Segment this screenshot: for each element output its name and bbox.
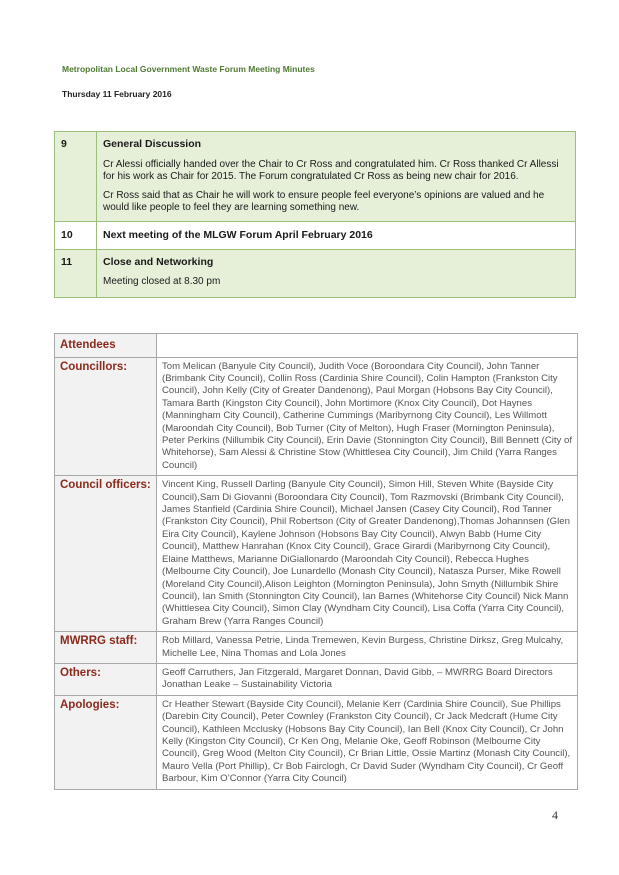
meeting-date: Thursday 11 February 2016 xyxy=(62,89,172,99)
agenda-item-body xyxy=(97,132,576,222)
agenda-item-title: Next meeting of the MLGW Forum April February 2016 xyxy=(103,228,373,241)
agenda-item xyxy=(55,132,576,222)
attendees-heading-empty xyxy=(157,334,578,358)
attendee-row-names xyxy=(157,476,578,632)
agenda-item-title: Close and Networking xyxy=(103,255,214,268)
attendee-row-names xyxy=(157,357,578,476)
attendee-row-label: MWRRG staff: xyxy=(55,632,157,664)
attendee-row-names xyxy=(157,695,578,789)
agenda-item xyxy=(55,221,576,249)
attendee-row-councillors xyxy=(55,357,578,476)
attendee-row-label: Council officers: xyxy=(55,476,157,632)
page-number: 4 xyxy=(552,808,558,822)
attendees-heading: Attendees xyxy=(55,334,157,358)
attendee-row-names xyxy=(157,632,578,664)
attendee-row-label: Others: xyxy=(55,663,157,695)
agenda-item-number: 10 xyxy=(55,221,97,249)
agenda-item-paragraph: Meeting closed at 8.30 pm xyxy=(103,276,221,288)
agenda-table xyxy=(54,131,576,298)
agenda-item-body xyxy=(97,249,576,297)
attendee-row-council-officers xyxy=(55,476,578,632)
agenda-item-number: 9 xyxy=(55,132,97,222)
attendee-line: Cr Heather Stewart (Bayside City Council), Melanie Kerr (Cardinia Shire Council), Sue Phillips (Darebin City Council), Peter Cownley (Frankston City Council), Cr Jack Medcraft (Hume City Council), Kathleen Mcclusky (Hobsons Bay City Council), Ian Bell (Knox City Council), Cr John Kelly (Kingston City Council), Cr Ken Ong, Melanie Oke, Geoff Robinson (Melbourne City Council), Greg Wood (Melton City Council), Cr Brian Little, Ossie Martinz (Monash City Council), Mauro Vella (Port Phillip), Cr Bob Fairclogh, Cr David Suder (Wyndham City Council), Cr Geoff Barbour, Kim O’Connor (Yarra City Council) xyxy=(162,698,571,785)
attendee-line: Vincent King, Russell Darling (Banyule City Council), Simon Hill, Steven White (Bayside City Council),Sam Di Giovanni (Boroondara City Council), Tom Razmovski (Brimbank City Council), James Stanfield (Cardinia Shire Council), Michael Jansen (Casey City Council), Rod Tanner (Frankston City Council), Phil Robertson (City of Greater Dandenong),Thomas Johannsen (Glen Eira City Council), Kaylene Johnson (Hobsons Bay City Council), Alwyn Babb (Hume City Council), Matthew Hanrahan (Knox City Council), Grace Girardi (Maribyrnong City Council), Elaine Matthews, Marianne DiGiallonardo (Maroondah City Council), Rebecca Hughes (Melbourne City Council), Joe Lunardello (Monash City Council), Natasza Purser, Mike Rowell (Moreland City Council),Alison Leighton (Mornington Peninsula), John Smyth (Nillumbik Shire Council), Ian Smith (Stonnington City Council), Ian Barnes (Whitehorse City Council) Nick Mann (Whittlesea City Council), Simon Clay (Wyndham City Council), Lisa Coffa (Yarra City Council), Graham Brew (Yarra Ranges Council) xyxy=(162,479,570,627)
attendees-heading-row xyxy=(55,334,578,358)
document-header-title: Metropolitan Local Government Waste Forum Meeting Minutes xyxy=(62,64,315,74)
attendee-line: Tom Melican (Banyule City Council), Judith Voce (Boroondara City Council), John Tanner (Brimbank City Council), Collin Ross (Cardinia Shire Council), Colin Hampton (Frankston City Council), John Kelly (City of Greater Dandenong), Paul Morgan (Hobsons Bay City Council), Tamara Barth (Kingston City Council), John Mortimore (Knox City Council), Dot Haynes (Manningham City Council), Catherine Cummings (Maribyrnong City Council), Les Willmott (Maroondah City Council), Bob Turner (City of Melton), Hugh Fraser (Mornington Peninsula), Peter Perkins (Nillumbik City Council), Erin Davie (Stonnington City Council), Bill Bennett (City of Whitehorse), Sam Alessi & Christine Stow (Whittlesea City Council), Jim Child (Yarra Ranges Council) xyxy=(162,360,573,471)
attendee-row-label: Councillors: xyxy=(55,357,157,476)
attendee-line: Jonathan Leake – Sustainability Victoria xyxy=(162,679,332,691)
attendees-table xyxy=(54,333,578,790)
attendee-line: Rob Millard, Vanessa Petrie, Linda Tremewen, Kevin Burgess, Christine Dirksz, Greg Mulcahy, Michelle Lee, Nina Thomas and Lola Jones xyxy=(162,635,564,659)
attendee-row-names xyxy=(157,663,578,695)
attendee-line: Geoff Carruthers, Jan Fitzgerald, Margaret Donnan, David Gibb, – MWRRG Board Directors xyxy=(162,666,553,678)
attendee-row-others xyxy=(55,663,578,695)
agenda-item-title: General Discussion xyxy=(103,138,202,150)
agenda-item-number: 11 xyxy=(55,249,97,297)
attendee-row-mwrrg-staff xyxy=(55,632,578,664)
attendee-row-label: Apologies: xyxy=(55,695,157,789)
agenda-item-paragraph: Cr Ross said that as Chair he will work to ensure people feel everyone’s opinions are valued and he would like people to feel they are learning something new. xyxy=(103,189,545,214)
agenda-item xyxy=(55,249,576,297)
attendee-row-apologies xyxy=(55,695,578,789)
agenda-item-body xyxy=(97,221,576,249)
agenda-item-paragraph: Cr Alessi officially handed over the Chair to Cr Ross and congratulated him. Cr Ross thanked Cr Allessi for his work as Chair for 2015. The Forum congratulated Cr Ross as being new chair for 2016. xyxy=(103,158,559,183)
